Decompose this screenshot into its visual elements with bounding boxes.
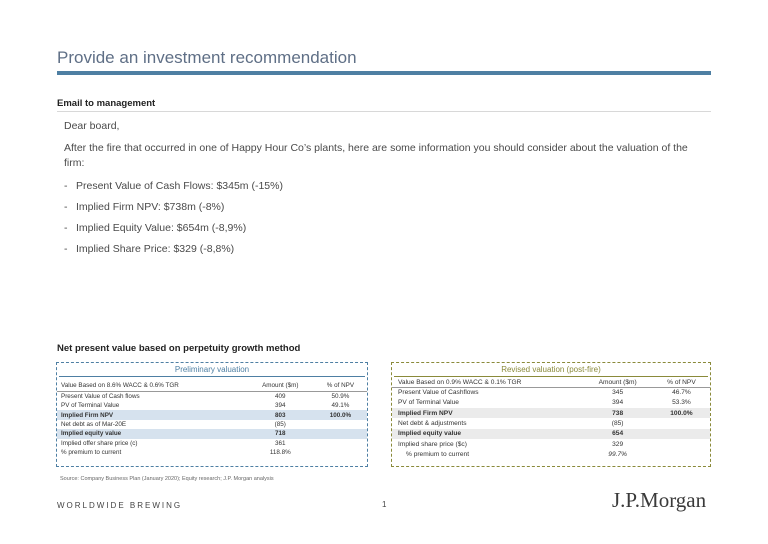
row-label: Implied offer share price (c)	[61, 439, 138, 447]
row-label: PV of Terminal Value	[61, 402, 120, 410]
table-row	[57, 420, 367, 429]
table-row	[57, 401, 367, 410]
row-amount: (85)	[274, 420, 286, 428]
source-note: Source: Company Business Plan (January 2020); Equity research; J.P. Morgan analysis	[60, 476, 274, 482]
email-bullet	[64, 179, 704, 194]
email-bullet	[64, 200, 704, 215]
row-percent: 100.0%	[314, 410, 367, 419]
column-header: Amount ($m)	[247, 380, 314, 392]
slide-title: Provide an investment recommendation	[57, 48, 357, 67]
revised-valuation-title: Revised valuation (post-fire)	[394, 363, 708, 377]
email-divider	[57, 111, 711, 112]
footer-label: WORLDWIDE BREWING	[57, 501, 183, 510]
row-percent: 49.1%	[331, 402, 350, 410]
row-percent: 50.9%	[331, 393, 350, 400]
table-row	[57, 429, 367, 438]
preliminary-valuation-title: Preliminary valuation	[59, 363, 365, 377]
row-label: Net debt & adjustments	[398, 420, 467, 428]
email-bullet-list	[64, 179, 704, 258]
dash-bullet-icon: -	[64, 243, 68, 256]
row-percent	[314, 420, 367, 429]
row-percent	[653, 449, 710, 459]
row-amount: 394	[612, 399, 624, 407]
row-percent	[314, 448, 367, 457]
row-percent	[653, 439, 710, 449]
table-row	[57, 410, 367, 419]
table-header-row	[392, 378, 710, 388]
row-percent: 53.3%	[672, 399, 691, 407]
table-row	[57, 448, 367, 457]
email-bullet-text: Implied Equity Value: $654m (-8,9%)	[76, 222, 247, 235]
row-amount: 654	[582, 429, 652, 439]
email-bullet-text: Implied Share Price: $329 (-8,8%)	[76, 243, 235, 256]
table-row	[392, 398, 710, 408]
dash-bullet-icon: -	[64, 200, 68, 213]
preliminary-valuation-table	[57, 380, 367, 457]
row-amount: (85)	[611, 420, 624, 428]
column-header: % of NPV	[653, 378, 710, 388]
row-label: Net debt as of Mar-20E	[61, 420, 127, 428]
preliminary-valuation-box	[56, 362, 368, 467]
table-row	[57, 392, 367, 402]
row-amount: 409	[275, 393, 286, 400]
row-percent	[314, 439, 367, 448]
table-row	[392, 418, 710, 428]
revised-valuation-table	[392, 378, 710, 460]
column-header: Value Based on 8.6% WACC & 0.6% TGR	[57, 380, 247, 392]
table-row	[392, 388, 710, 398]
email-bullet	[64, 242, 704, 257]
row-percent: 100.0%	[653, 408, 710, 418]
row-label: PV of Terminal Value	[398, 399, 459, 407]
table-row	[57, 439, 367, 448]
row-amount: 345	[612, 389, 624, 397]
row-amount: 718	[247, 429, 314, 438]
email-body	[64, 119, 704, 264]
email-intro: After the fire that occurred in one of Happy Hour Co’s plants, here are some information you should consider about the valuation of the firm:	[64, 142, 688, 170]
row-label: % premium to current	[406, 450, 470, 458]
row-label: Present Value of Cash flows	[61, 393, 140, 400]
column-header: Value Based on 0.9% WACC & 0.1% TGR	[392, 378, 582, 388]
row-percent	[653, 429, 710, 439]
row-percent	[653, 418, 710, 428]
dash-bullet-icon: -	[64, 179, 68, 192]
email-bullet-text: Implied Firm NPV: $738m (-8%)	[76, 200, 225, 213]
row-percent	[314, 429, 367, 438]
table-row	[392, 449, 710, 459]
row-label: Present Value of Cashflows	[398, 389, 479, 397]
row-label: Implied Firm NPV	[392, 408, 582, 418]
row-amount: 394	[275, 402, 286, 410]
column-header: % of NPV	[314, 380, 367, 392]
table-row	[392, 439, 710, 449]
row-amount: 361	[275, 439, 286, 447]
npv-heading: Net present value based on perpetuity growth method	[57, 343, 301, 354]
email-heading: Email to management	[57, 98, 156, 109]
row-label: % premium to current	[61, 449, 122, 457]
row-label: Implied equity value	[57, 429, 247, 438]
row-amount: 738	[582, 408, 652, 418]
row-percent: 46.7%	[672, 389, 691, 397]
revised-valuation-box	[391, 362, 711, 467]
row-amount: 329	[612, 440, 624, 448]
jpmorgan-logo: J.P.Morgan	[612, 488, 707, 512]
row-label: Implied share price ($c)	[398, 440, 467, 448]
page-number: 1	[382, 500, 387, 509]
row-label: Implied Firm NPV	[57, 410, 247, 419]
dash-bullet-icon: -	[64, 222, 68, 235]
column-header: Amount ($m)	[582, 378, 652, 388]
email-greeting: Dear board,	[64, 120, 120, 132]
table-row	[392, 408, 710, 418]
row-label: Implied equity value	[392, 429, 582, 439]
row-amount: 118.8%	[269, 449, 291, 457]
table-header-row	[57, 380, 367, 392]
email-bullet-text: Present Value of Cash Flows: $345m (-15%)	[76, 179, 283, 192]
row-amount: 99.7%	[608, 450, 627, 458]
email-bullet	[64, 221, 704, 236]
row-amount: 803	[247, 410, 314, 419]
title-divider	[57, 71, 711, 75]
table-row	[392, 429, 710, 439]
